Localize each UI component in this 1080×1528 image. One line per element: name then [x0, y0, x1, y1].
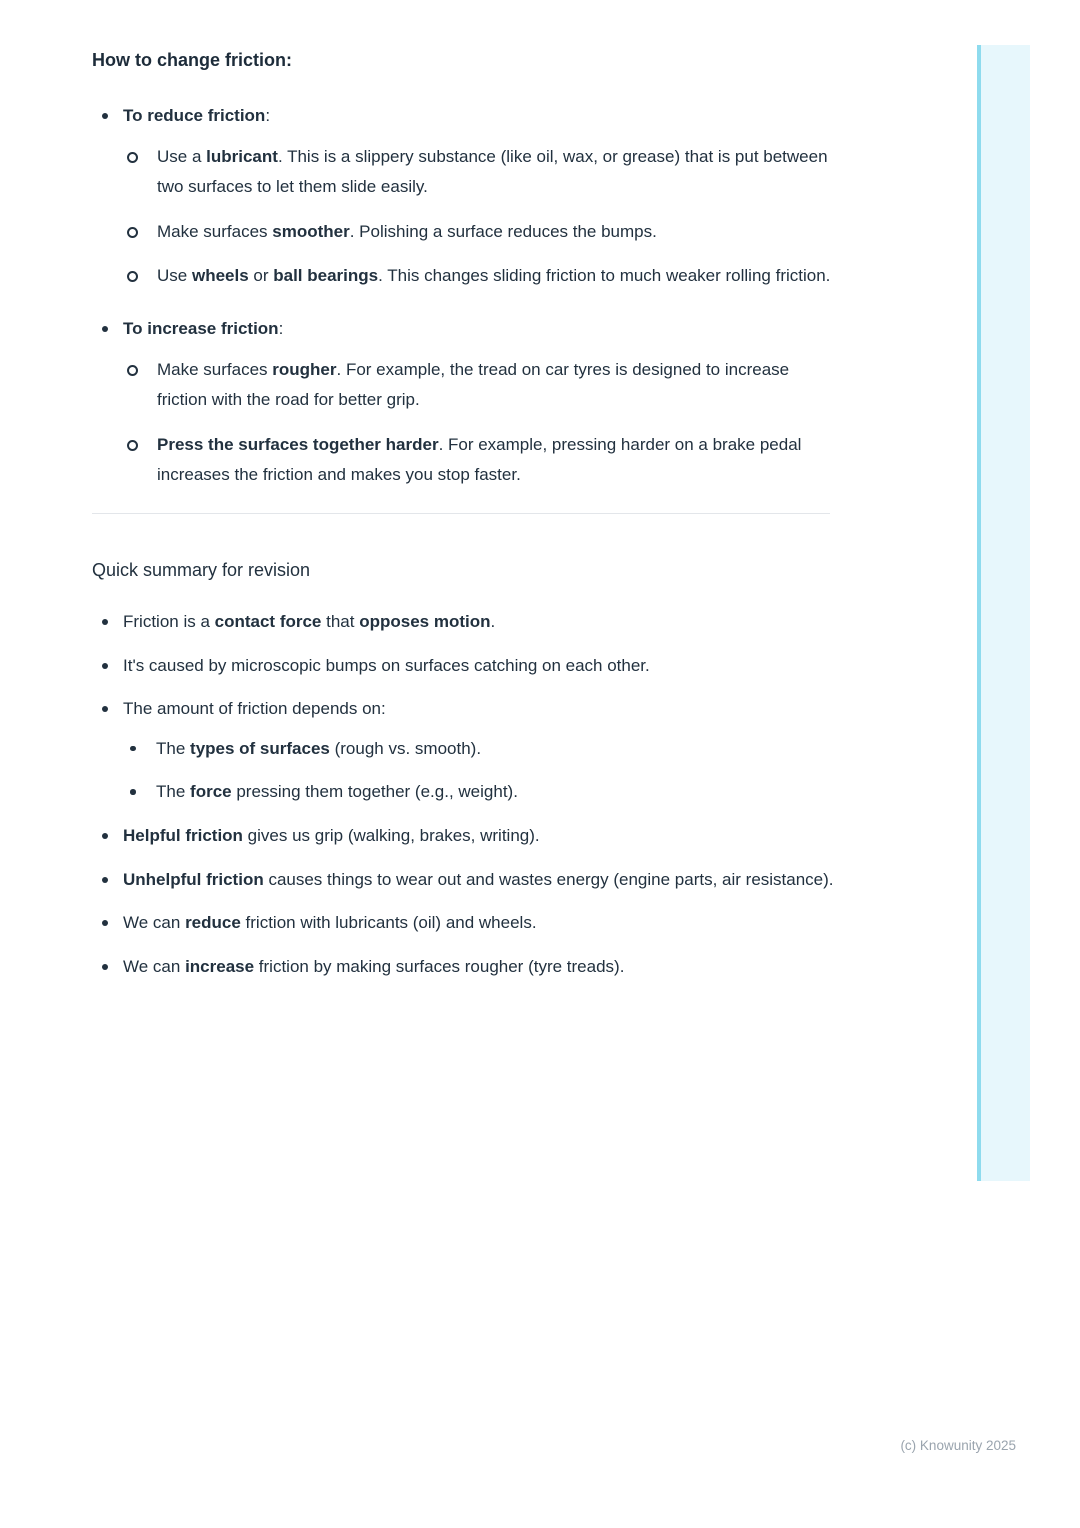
bold-text: reduce [185, 913, 241, 933]
text: Friction is a [123, 611, 215, 631]
text: : [265, 106, 271, 125]
bold-text: wheels [191, 266, 249, 286]
text: We can [123, 913, 186, 933]
text: (rough vs. smooth). [329, 738, 482, 758]
list-item [92, 314, 834, 491]
sub-list-item [123, 142, 834, 203]
text: Make surfaces [157, 221, 273, 241]
document-content [92, 50, 834, 995]
bold-text: opposes motion [359, 611, 491, 631]
sub-list [123, 142, 834, 292]
text: gives us grip (walking, brakes, writing). [242, 825, 540, 845]
section-divider [92, 513, 830, 514]
summary-sub-list [123, 734, 834, 808]
text: Use [157, 266, 192, 286]
summary-list [92, 607, 834, 982]
summary-item [92, 821, 834, 852]
text: . Polishing a surface reduces the bumps. [349, 221, 657, 241]
text: friction by making surfaces rougher (tyre treads). [254, 956, 625, 976]
summary-sub-item [123, 734, 834, 765]
summary-title: Quick summary for revision [92, 559, 311, 580]
text: or [248, 266, 274, 286]
text: friction with lubricants (oil) and wheels. [240, 913, 537, 933]
bold-text: Helpful friction [123, 825, 243, 845]
summary-item [92, 908, 834, 939]
text: . For example, pressing harder on a brake pedal increases the friction and makes you stop faster. [157, 434, 802, 485]
highlight-scroll-bar [977, 45, 1030, 1181]
bold-text: rougher [272, 359, 337, 379]
copyright-footer: (c) Knowunity 2025 [900, 1438, 1016, 1453]
text: The amount of friction depends on: [123, 699, 386, 719]
text: We can [123, 956, 186, 976]
section-heading: How to change friction: [92, 50, 292, 70]
text: Make surfaces [157, 359, 273, 379]
sub-list-item [123, 261, 834, 292]
bold-text: types of surfaces [190, 738, 330, 758]
bold-text: increase [185, 956, 255, 976]
summary-item [92, 865, 834, 896]
summary-item [92, 952, 834, 983]
bold-text: Press the surfaces together harder [157, 434, 439, 454]
summary-item [92, 607, 834, 638]
sub-list [123, 355, 834, 491]
how-to-change-list [92, 101, 834, 491]
bold-text: lubricant [206, 146, 278, 166]
text: . This changes sliding friction to much weaker rolling friction. [378, 266, 831, 286]
text: : [278, 318, 284, 338]
text: pressing them together (e.g., weight). [231, 782, 518, 802]
bold-text: Unhelpful friction [123, 869, 264, 889]
text: that [321, 611, 360, 631]
text: The [156, 738, 191, 758]
bold-text: To increase friction [123, 318, 279, 338]
summary-sub-item [123, 777, 834, 808]
bold-text: smoother [272, 221, 350, 241]
text: The [156, 782, 191, 802]
text: It's caused by microscopic bumps on surfaces catching on each other. [123, 655, 650, 675]
sub-list-item [123, 217, 834, 248]
bold-text: ball bearings [273, 266, 379, 286]
bold-text: force [190, 782, 232, 802]
list-item [92, 101, 834, 292]
text: . For example, the tread on car tyres is designed to increase friction with the road for better grip. [157, 359, 790, 410]
summary-item [92, 694, 834, 808]
summary-item [92, 651, 834, 682]
text: causes things to wear out and wastes energy (engine parts, air resistance). [263, 869, 834, 889]
text: . [490, 611, 496, 631]
sub-list-item [123, 355, 834, 416]
text: Use a [157, 146, 207, 166]
bold-text: contact force [214, 611, 322, 631]
sub-list-item [123, 430, 834, 491]
bold-text: To reduce friction [123, 106, 266, 125]
text: . This is a slippery substance (like oil, wax, or grease) that is put between two surfaces to let them slide easily. [157, 146, 828, 197]
